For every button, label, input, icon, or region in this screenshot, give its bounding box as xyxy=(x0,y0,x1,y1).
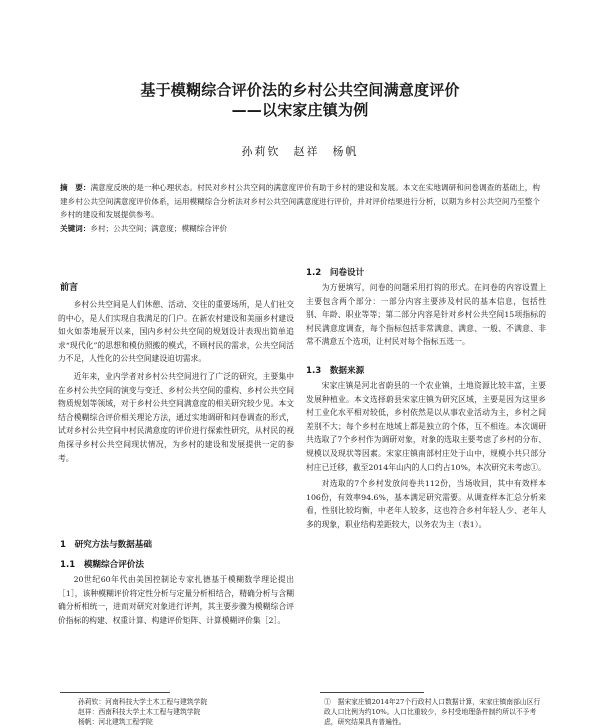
abstract-block xyxy=(60,181,540,235)
affiliation-1: 孙莉钦：河南科技大学土木工程与建筑学院 xyxy=(78,698,208,706)
section-1-heading: 1 研究方法与数据基础 xyxy=(60,540,152,550)
section-1-2-heading: 1.2 问卷设计 xyxy=(306,268,365,278)
preface-heading: 前言 xyxy=(60,283,79,293)
section-1-1-heading: 1.1 模糊综合评价法 xyxy=(60,560,144,570)
preface-paragraph-1: 乡村公共空间是人们休憩、活动、交往的重要场所，是人们社交的中心，是人们实现自我满足的门户。在新农村建设和美丽乡村建设如火如荼地展开以来，国内乡村公共空间的规划设计表现出简单追求“现代化”的思想和模仿照搬的模式，不顾村民的需求，公共空间活力不足，人性化的公共空间建设迫切需求。 xyxy=(58,300,294,364)
abstract-text: 满意度反映的是一种心理状态。村民对乡村公共空间的满意度评价有助于乡村的建设和发展。本文在实地调研和问卷调查的基础上，构建乡村公共空间满意度评价体系，运用模糊综合分析法对乡村公共空间满意度进行评价，并对评价结果进行分析，以期为乡村公共空间乃至整个乡村的建设和发展提供参考。 xyxy=(60,183,540,219)
footnote-rule-right xyxy=(320,692,424,693)
section-1-3-paragraph-2: 对选取的7个乡村发放问卷共112份，当场收回，其中有效样本106份，有效率94.6%，基本满足研究需要。从调查样本汇总分析来看，性别比较均衡，中老年人较多，这也符合乡村年轻人少、老年人多的现象，职业结构差距较大，以务农为主（表1）。 xyxy=(306,479,546,529)
author-affiliations xyxy=(78,697,207,727)
paper-title xyxy=(0,80,600,120)
author-list: 孙莉钦 赵祥 杨帆 xyxy=(241,145,359,158)
footnote-rule-left xyxy=(60,692,170,693)
keywords-text: 乡村；公共空间；满意度；模糊综合评价 xyxy=(90,223,228,233)
title-line-1: 基于模糊综合评价法的乡村公共空间满意度评价 xyxy=(140,81,460,99)
section-1-2-body xyxy=(306,281,546,349)
abstract xyxy=(60,181,540,222)
title-line-2: ——以宋家庄镇为例 xyxy=(231,101,369,119)
section-1-2-text: 为方便填写，问卷的问题采用打钩的形式。在问卷的内容设置上主要包含两个部分：一部分内容主要涉及村民的基本信息，包括性别、年龄、职业等等；第二部分内容是针对乡村公共空间15项指标的村民满意度调查，每个指标包括非常满意、满意、一般、不满意、非常不满意五个选项，让村民对每个指标五选一。 xyxy=(306,283,546,347)
footnote-1: ① 据宋家庄镇2014年27个行政村人口数据计算，宋家庄镇南部山区行政人口比例为约10%。人口比重较少，乡村受地理条件制约所以不予考虑，研究结果具有普遍性。 xyxy=(324,698,541,726)
preface-body xyxy=(58,298,294,465)
preface-paragraph-2: 近年来，业内学者对乡村公共空间进行了广泛的研究，主要集中在乡村公共空间的演变与变迁、乡村公共空间的重构、乡村公共空间物质规划等领域，对于乡村公共空间满意度的相关研究较少见。本文结合模糊综合评价相关理论方法，通过实地调研和问卷调查的形式，试对乡村公共空间中村民满意度的评价进行探索性研究，从村民的视角探寻乡村公共空间现状情况，为乡村的建设和发展提供一定的参考。 xyxy=(58,371,294,463)
section-1-1-text: 20世纪60年代由美国控制论专家扎德基于模糊数学理论提出［1］，该种模糊评价将定性分析与定量分析相结合，精确分析与含糊确分析相统一，进而对研究对象进行评判，其主要步骤为模糊综合评价指标的构建、权重计算、构建评价矩阵、计算模糊评价集［2］。 xyxy=(58,575,294,625)
section-1-1-body xyxy=(58,573,294,627)
affiliation-2: 赵祥：西南科技大学土木工程与建筑学院 xyxy=(78,708,201,716)
section-1-3-body xyxy=(306,379,546,532)
keywords-label: 关键词： xyxy=(60,223,91,233)
affiliation-3: 杨帆：河北建筑工程学院 xyxy=(78,718,153,726)
keywords xyxy=(60,222,540,236)
section-1-3-paragraph-1: 宋家庄镇是河北省蔚县的一个农业镇，土地资源比较丰富，主要发展种植业。本文选择蔚县宋家庄镇为研究区域，主要是因为这里乡村工业化水平相对较低，乡村依然是以从事农业活动为主，乡村之间差别不大；每个乡村在地域上都是独立的个体，互不相连。本次调研共选取了7个乡村作为调研对象，对象的选取主要考虑了乡村的分布、规模以及现状等因素。宋家庄镇南部村庄处于山中，规模小共只部分村庄已迁移，截至2014年山内的人口约占10%，本次研究未考虑①。 xyxy=(306,381,546,472)
abstract-label: 摘 要： xyxy=(60,183,91,192)
section-1-3-heading: 1.3 数据来源 xyxy=(306,366,365,376)
